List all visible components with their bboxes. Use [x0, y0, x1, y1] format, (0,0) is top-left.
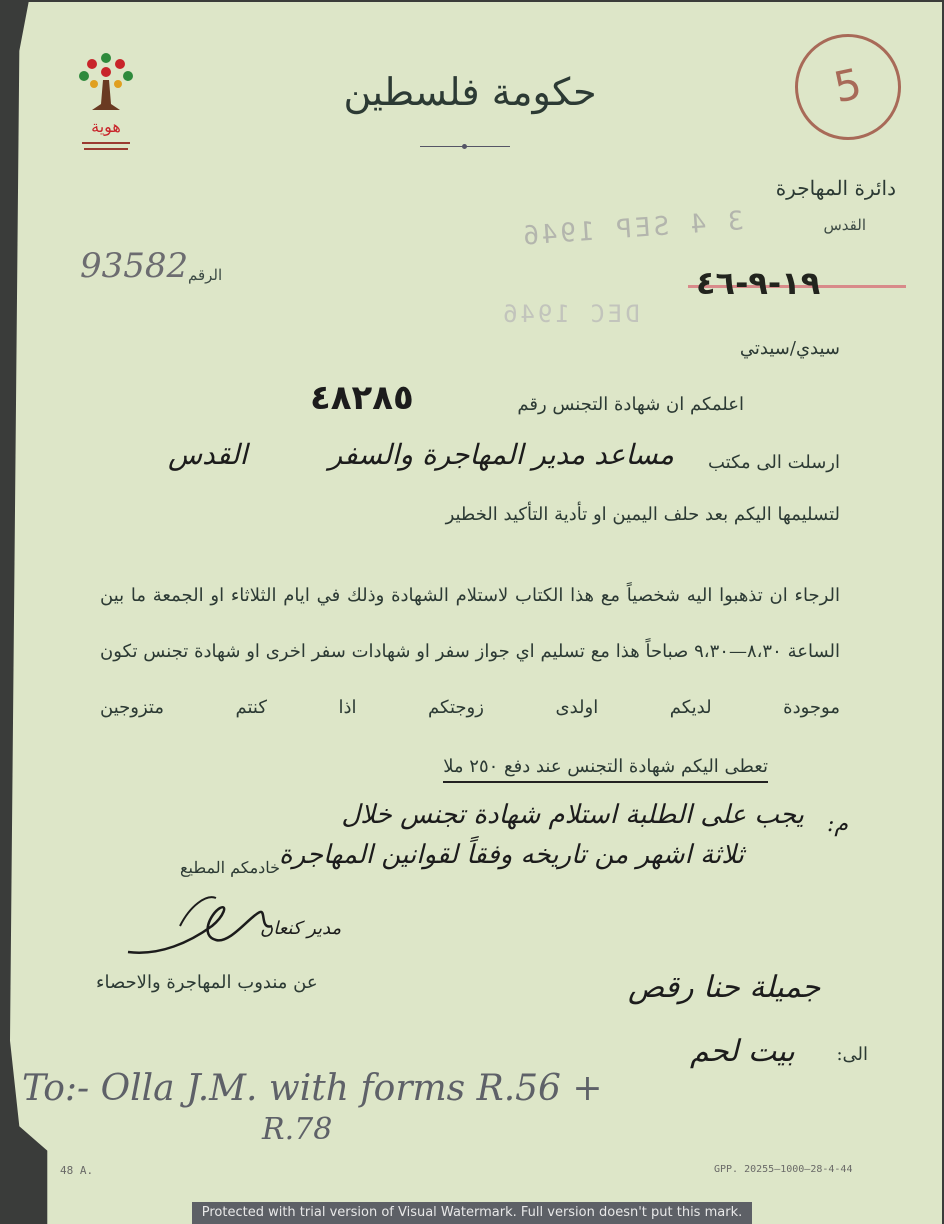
body-line-2: ارسلت الى مكتب	[707, 452, 840, 473]
closing-phrase: خادمكم المطيع	[180, 858, 281, 877]
received-stamp: 3 4 SEP 1946	[519, 206, 745, 252]
salutation: سيدي/سيدتي	[739, 338, 840, 359]
office-city-handwritten: القدس	[168, 438, 248, 471]
title-divider	[420, 146, 510, 147]
addressee-city: بيت لحم	[690, 1034, 795, 1069]
form-code: 48 A.	[60, 1164, 94, 1177]
letter-date: ١٩-٩-٤٦	[696, 264, 821, 302]
tree-logo-icon	[74, 46, 138, 166]
reference-label: الرقم	[188, 266, 223, 284]
body-line-3: لتسليمها اليكم بعد حلف اليمين او تأدية التأكيد الخطير	[445, 504, 840, 525]
svg-text:هوية: هوية	[91, 117, 121, 136]
english-annotation-line-1: To:- Olla J.M. with forms R.56 +	[22, 1068, 603, 1109]
instructions-paragraph: الرجاء ان تذهبوا اليه شخصياً مع هذا الكتاب لاستلام الشهادة وذلك في ايام الثلاثاء او الجمعة ما بين الساعة ٨،٣٠—٩،٣٠ صباحاً هذا مع تسليم اي جواز سفر او شهادات سفر اخرى او شهادة تجنس تكون موجودة لديكم اولدى زوجتكم اذا كنتم متزوجين	[100, 585, 840, 718]
fee-notice: تعطى اليكم شهادة التجنس عند دفع ٢٥٠ ملا	[443, 756, 768, 783]
body-line-1: اعلمكم ان شهادة التجنس رقم	[517, 394, 744, 415]
printer-code: GPP. 20255—1000—28-4-44	[714, 1164, 853, 1175]
circled-page-number: 5	[785, 24, 911, 150]
department-name: دائرة المهاجرة	[775, 176, 896, 200]
handwritten-note-line-1: يجب على الطلبة استلام شهادة تجنس خلال	[341, 800, 804, 830]
handwritten-note-line-2: ثلاثة اشهر من تاريخه وفقاً لقوانين المهاجرة	[278, 840, 744, 870]
addressee-name: جميلة حنا رقص	[628, 970, 821, 1005]
note-marker: م:	[826, 812, 848, 837]
to-label: الى:	[836, 1044, 868, 1065]
office-handwritten: مساعد مدير المهاجرة والسفر	[328, 438, 674, 471]
department-city: القدس	[823, 216, 866, 234]
english-annotation-line-2: R.78	[262, 1112, 333, 1147]
reference-number: 93582	[80, 246, 189, 286]
faded-stamp: DEC 1946	[500, 300, 640, 328]
signature-handwritten: مدير كنعان	[260, 918, 342, 939]
certificate-number: ٤٨٢٨٥	[310, 378, 414, 418]
government-title: حكومة فلسطين	[343, 70, 597, 114]
watermark-banner: Protected with trial version of Visual Watermark. Full version doesn't put this mark.	[192, 1202, 752, 1224]
on-behalf-of: عن مندوب المهاجرة والاحصاء	[96, 972, 318, 993]
